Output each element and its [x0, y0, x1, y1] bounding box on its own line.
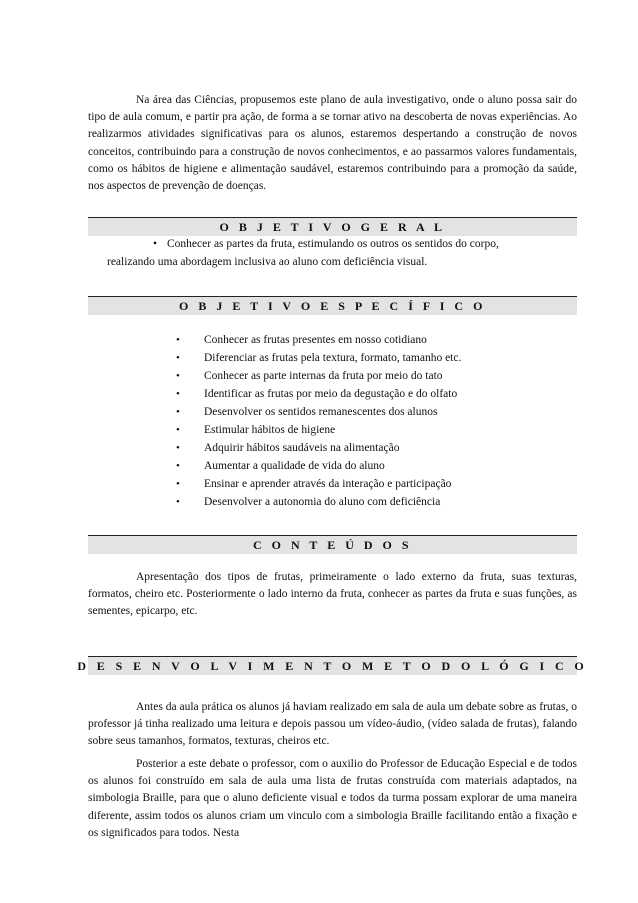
list-item: • Conhecer as parte internas da fruta por meio do tato: [176, 367, 461, 385]
bullet-icon: •: [176, 496, 180, 508]
intro-paragraph: Na área das Ciências, propusemos este plano de aula investigativo, onde o aluno possa sair do tipo de aula comum, e partir pra ação, de forma a se tornar ativo na descoberta de novas experiências. Ao realizarmos atividades significativas para os alunos, estaremos despertando a construção de novos conceitos, contribuindo para a construção de novos conhecimentos, e ao passarmos valores fundamentais, como os hábitos de higiene e alimentação saudável, estaremos contribuindo para a promoção da saúde, nos aspectos de prevenção de doenças.: [88, 94, 577, 193]
objetivo-geral-text-1: Conhecer as partes da fruta, estimulando os outros os sentidos do corpo,: [167, 238, 499, 250]
objetivo-geral-heading: O B J E T I V O G E R A L: [88, 217, 577, 236]
bullet-icon: •: [176, 352, 180, 364]
desenvolvimento-paragraph-1: Antes da aula prática os alunos já haviam realizado em sala de aula um debate sobre as frutas, o professor já tinha realizado uma leitura e depois passou um vídeo-áudio, (vídeo salada de frutas), falando sobre seus tamanhos, formatos, texturas, cheiros etc.: [88, 701, 577, 748]
bullet-icon: •: [176, 334, 180, 346]
objetivo-geral-line-1: [153, 236, 499, 252]
list-item: • Identificar as frutas por meio da degustação e do olfato: [176, 385, 461, 403]
list-item: • Estimular hábitos de higiene: [176, 421, 461, 439]
bullet-icon: •: [176, 442, 180, 454]
conteudos-paragraph: Apresentação dos tipos de frutas, primeiramente o lado externo da fruta, suas texturas, formatos, cheiro etc. Posteriormente o lado interno da fruta, conhecer as partes da fruta e suas funções, as sementes, epicarpo, etc.: [88, 571, 577, 618]
bullet-icon: •: [176, 370, 180, 382]
bullet-icon: •: [153, 238, 158, 250]
list-item: • Aumentar a qualidade de vida do aluno: [176, 457, 461, 475]
bullet-icon: •: [176, 460, 180, 472]
list-item: • Ensinar e aprender através da interação e participação: [176, 475, 461, 493]
list-item: • Desenvolver a autonomia do aluno com deficiência: [176, 493, 461, 511]
list-item: • Adquirir hábitos saudáveis na alimentação: [176, 439, 461, 457]
bullet-icon: •: [176, 424, 180, 436]
objetivo-especifico-list: [176, 331, 461, 511]
desenvolvimento-paragraph-2: Posterior a este debate o professor, com o auxilio do Professor de Educação Especial e de todos os alunos foi construído em sala de aula uma lista de frutas construída com materiais adaptados, na simbologia Braille, para que o aluno deficiente visual e todos da turma possam explorar de uma maneira diferente, assim todos os alunos criam um vinculo com a simbologia Braille facilitando então a fixação e os significados para todos. Nesta: [88, 758, 577, 839]
bullet-icon: •: [176, 478, 180, 490]
list-item: • Desenvolver os sentidos remanescentes dos alunos: [176, 403, 461, 421]
conteudos-heading: C O N T E Ú D O S: [88, 535, 577, 554]
desenvolvimento-heading: D E S E N V O L V I M E N T O M E T O D O L Ó G I C O: [88, 656, 577, 675]
list-item: • Conhecer as frutas presentes em nosso cotidiano: [176, 331, 461, 349]
objetivo-geral-line-2: realizando uma abordagem inclusiva ao aluno com deficiência visual.: [107, 256, 428, 268]
list-item: • Diferenciar as frutas pela textura, formato, tamanho etc.: [176, 349, 461, 367]
objetivo-especifico-heading: O B J E T I V O E S P E C Í F I C O: [88, 296, 577, 315]
bullet-icon: •: [176, 406, 180, 418]
bullet-icon: •: [176, 388, 180, 400]
